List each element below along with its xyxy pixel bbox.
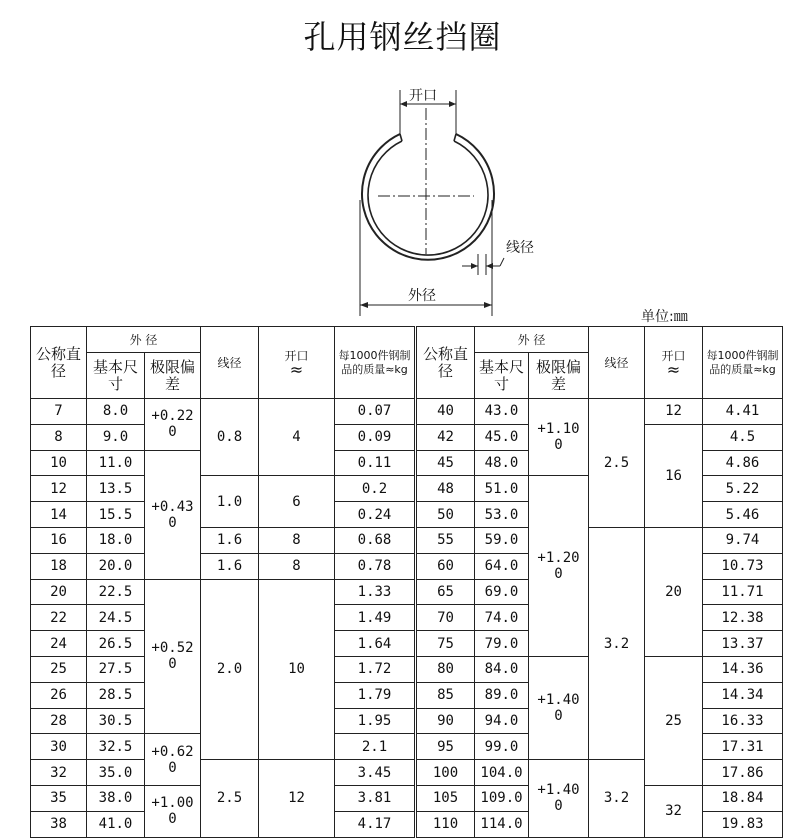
basic-size-cell: 79.0 bbox=[475, 631, 529, 657]
tolerance-cell: +1.00 0 bbox=[145, 785, 201, 837]
mass-cell: 4.86 bbox=[703, 450, 783, 476]
wire-diameter-cell: 0.8 bbox=[201, 399, 259, 476]
wire-diameter-cell: 1.6 bbox=[201, 553, 259, 579]
mass-cell: 18.84 bbox=[703, 785, 783, 811]
basic-size-cell: 11.0 bbox=[87, 450, 145, 476]
nominal-diameter-cell: 40 bbox=[417, 399, 475, 425]
table-row bbox=[417, 399, 783, 425]
nominal-diameter-cell: 16 bbox=[31, 527, 87, 553]
basic-size-cell: 22.5 bbox=[87, 579, 145, 605]
basic-size-cell: 51.0 bbox=[475, 476, 529, 502]
table-row bbox=[31, 527, 415, 553]
header-mass: 每1000件钢制品的质量≈kg bbox=[703, 327, 783, 399]
nominal-diameter-cell: 35 bbox=[31, 785, 87, 811]
nominal-diameter-cell: 20 bbox=[31, 579, 87, 605]
mass-cell: 5.46 bbox=[703, 502, 783, 528]
header-nominal-diameter: 公称直径 bbox=[417, 327, 475, 399]
header-outer-diameter: 外 径 bbox=[475, 327, 589, 353]
nominal-diameter-cell: 110 bbox=[417, 811, 475, 837]
basic-size-cell: 45.0 bbox=[475, 424, 529, 450]
opening-cell: 8 bbox=[259, 527, 335, 553]
basic-size-cell: 69.0 bbox=[475, 579, 529, 605]
basic-size-cell: 89.0 bbox=[475, 682, 529, 708]
basic-size-cell: 41.0 bbox=[87, 811, 145, 837]
nominal-diameter-cell: 32 bbox=[31, 760, 87, 786]
basic-size-cell: 9.0 bbox=[87, 424, 145, 450]
nominal-diameter-cell: 48 bbox=[417, 476, 475, 502]
table-row bbox=[417, 527, 783, 553]
tolerance-cell: +0.22 0 bbox=[145, 399, 201, 451]
mass-cell: 17.86 bbox=[703, 760, 783, 786]
nominal-diameter-cell: 8 bbox=[31, 424, 87, 450]
basic-size-cell: 15.5 bbox=[87, 502, 145, 528]
header-opening bbox=[645, 327, 703, 399]
mass-cell: 0.07 bbox=[335, 399, 415, 425]
mass-cell: 10.73 bbox=[703, 553, 783, 579]
page-title: 孔用钢丝挡圈 bbox=[303, 18, 502, 56]
basic-size-cell: 38.0 bbox=[87, 785, 145, 811]
nominal-diameter-cell: 90 bbox=[417, 708, 475, 734]
mass-cell: 0.11 bbox=[335, 450, 415, 476]
wire-diameter-label: 线径 bbox=[506, 240, 534, 256]
ring-outer-arc bbox=[362, 134, 494, 260]
header-opening-approx: ≈ bbox=[289, 359, 304, 379]
opening-cell: 32 bbox=[645, 785, 703, 837]
nominal-diameter-cell: 30 bbox=[31, 734, 87, 760]
nominal-diameter-cell: 25 bbox=[31, 656, 87, 682]
basic-size-cell: 30.5 bbox=[87, 708, 145, 734]
tolerance-cell: +0.43 0 bbox=[145, 450, 201, 579]
wire-diameter-cell: 2.5 bbox=[201, 760, 259, 837]
wire-diameter-cell: 3.2 bbox=[589, 760, 645, 837]
opening-label: 开口 bbox=[409, 88, 437, 104]
header-tolerance: 极限偏差 bbox=[145, 353, 201, 399]
basic-size-cell: 53.0 bbox=[475, 502, 529, 528]
mass-cell: 19.83 bbox=[703, 811, 783, 837]
basic-size-cell: 32.5 bbox=[87, 734, 145, 760]
header-basic-size: 基本尺寸 bbox=[475, 353, 529, 399]
basic-size-cell: 27.5 bbox=[87, 656, 145, 682]
wire-diameter-cell: 1.0 bbox=[201, 476, 259, 528]
nominal-diameter-cell: 24 bbox=[31, 631, 87, 657]
mass-cell: 11.71 bbox=[703, 579, 783, 605]
header-opening-text: 开口 bbox=[284, 348, 309, 363]
basic-size-cell: 26.5 bbox=[87, 631, 145, 657]
retaining-ring-diagram bbox=[0, 0, 805, 330]
opening-cell: 8 bbox=[259, 553, 335, 579]
mass-cell: 4.41 bbox=[703, 399, 783, 425]
nominal-diameter-cell: 65 bbox=[417, 579, 475, 605]
table-row bbox=[31, 399, 415, 425]
wire-diameter-cell: 1.6 bbox=[201, 527, 259, 553]
nominal-diameter-cell: 105 bbox=[417, 785, 475, 811]
table-row bbox=[31, 476, 415, 502]
header-basic-size: 基本尺寸 bbox=[87, 353, 145, 399]
nominal-diameter-cell: 70 bbox=[417, 605, 475, 631]
basic-size-cell: 18.0 bbox=[87, 527, 145, 553]
nominal-diameter-cell: 12 bbox=[31, 476, 87, 502]
mass-cell: 14.36 bbox=[703, 656, 783, 682]
basic-size-cell: 74.0 bbox=[475, 605, 529, 631]
basic-size-cell: 64.0 bbox=[475, 553, 529, 579]
mass-cell: 14.34 bbox=[703, 682, 783, 708]
basic-size-cell: 104.0 bbox=[475, 760, 529, 786]
header-opening-text: 开口 bbox=[661, 348, 686, 363]
basic-size-cell: 99.0 bbox=[475, 734, 529, 760]
opening-cell: 10 bbox=[259, 579, 335, 760]
basic-size-cell: 13.5 bbox=[87, 476, 145, 502]
mass-cell: 13.37 bbox=[703, 631, 783, 657]
tolerance-cell: +0.52 0 bbox=[145, 579, 201, 734]
basic-size-cell: 28.5 bbox=[87, 682, 145, 708]
opening-cell: 4 bbox=[259, 399, 335, 476]
mass-cell: 1.33 bbox=[335, 579, 415, 605]
table-row bbox=[31, 553, 415, 579]
mass-cell: 16.33 bbox=[703, 708, 783, 734]
ring-inner-arc bbox=[368, 141, 488, 255]
opening-cell: 20 bbox=[645, 527, 703, 656]
wire-diameter-cell: 2.0 bbox=[201, 579, 259, 760]
basic-size-cell: 8.0 bbox=[87, 399, 145, 425]
nominal-diameter-cell: 26 bbox=[31, 682, 87, 708]
header-outer-diameter: 外 径 bbox=[87, 327, 201, 353]
basic-size-cell: 48.0 bbox=[475, 450, 529, 476]
mass-cell: 0.68 bbox=[335, 527, 415, 553]
basic-size-cell: 94.0 bbox=[475, 708, 529, 734]
header-opening-approx: ≈ bbox=[666, 359, 681, 379]
header-opening bbox=[259, 327, 335, 399]
mass-cell: 1.95 bbox=[335, 708, 415, 734]
basic-size-cell: 24.5 bbox=[87, 605, 145, 631]
mass-cell: 3.81 bbox=[335, 785, 415, 811]
spec-table-right bbox=[416, 326, 783, 838]
mass-cell: 17.31 bbox=[703, 734, 783, 760]
nominal-diameter-cell: 80 bbox=[417, 656, 475, 682]
header-wire-diameter: 线径 bbox=[201, 327, 259, 399]
nominal-diameter-cell: 38 bbox=[31, 811, 87, 837]
basic-size-cell: 84.0 bbox=[475, 656, 529, 682]
nominal-diameter-cell: 60 bbox=[417, 553, 475, 579]
header-tolerance: 极限偏差 bbox=[529, 353, 589, 399]
nominal-diameter-cell: 42 bbox=[417, 424, 475, 450]
outer-diameter-label: 外径 bbox=[408, 288, 436, 304]
wire-diameter-cell: 3.2 bbox=[589, 527, 645, 759]
mass-cell: 5.22 bbox=[703, 476, 783, 502]
unit-label: 单位:㎜ bbox=[641, 309, 688, 325]
header-mass: 每1000件钢制品的质量≈kg bbox=[335, 327, 415, 399]
nominal-diameter-cell: 14 bbox=[31, 502, 87, 528]
basic-size-cell: 114.0 bbox=[475, 811, 529, 837]
nominal-diameter-cell: 18 bbox=[31, 553, 87, 579]
header-nominal-diameter: 公称直径 bbox=[31, 327, 87, 399]
mass-cell: 0.24 bbox=[335, 502, 415, 528]
nominal-diameter-cell: 10 bbox=[31, 450, 87, 476]
opening-cell: 25 bbox=[645, 656, 703, 785]
nominal-diameter-cell: 75 bbox=[417, 631, 475, 657]
tolerance-cell: +1.20 0 bbox=[529, 476, 589, 657]
mass-cell: 0.09 bbox=[335, 424, 415, 450]
tolerance-cell: +1.40 0 bbox=[529, 760, 589, 837]
nominal-diameter-cell: 50 bbox=[417, 502, 475, 528]
nominal-diameter-cell: 100 bbox=[417, 760, 475, 786]
nominal-diameter-cell: 28 bbox=[31, 708, 87, 734]
header-wire-diameter: 线径 bbox=[589, 327, 645, 399]
basic-size-cell: 59.0 bbox=[475, 527, 529, 553]
nominal-diameter-cell: 95 bbox=[417, 734, 475, 760]
nominal-diameter-cell: 22 bbox=[31, 605, 87, 631]
basic-size-cell: 35.0 bbox=[87, 760, 145, 786]
opening-cell: 12 bbox=[259, 760, 335, 837]
wire-diameter-cell: 2.5 bbox=[589, 399, 645, 528]
mass-cell: 4.5 bbox=[703, 424, 783, 450]
nominal-diameter-cell: 55 bbox=[417, 527, 475, 553]
opening-cell: 16 bbox=[645, 424, 703, 527]
nominal-diameter-cell: 85 bbox=[417, 682, 475, 708]
basic-size-cell: 109.0 bbox=[475, 785, 529, 811]
mass-cell: 1.49 bbox=[335, 605, 415, 631]
mass-cell: 3.45 bbox=[335, 760, 415, 786]
nominal-diameter-cell: 7 bbox=[31, 399, 87, 425]
nominal-diameter-cell: 45 bbox=[417, 450, 475, 476]
table-row bbox=[31, 579, 415, 605]
mass-cell: 1.79 bbox=[335, 682, 415, 708]
spec-table-left bbox=[30, 326, 415, 838]
tolerance-cell: +0.62 0 bbox=[145, 734, 201, 786]
mass-cell: 1.64 bbox=[335, 631, 415, 657]
opening-cell: 6 bbox=[259, 476, 335, 528]
mass-cell: 12.38 bbox=[703, 605, 783, 631]
tolerance-cell: +1.10 0 bbox=[529, 399, 589, 476]
mass-cell: 9.74 bbox=[703, 527, 783, 553]
table-row bbox=[417, 760, 783, 786]
mass-cell: 4.17 bbox=[335, 811, 415, 837]
mass-cell: 2.1 bbox=[335, 734, 415, 760]
mass-cell: 0.2 bbox=[335, 476, 415, 502]
opening-cell: 12 bbox=[645, 399, 703, 425]
tolerance-cell: +1.40 0 bbox=[529, 656, 589, 759]
table-row bbox=[31, 760, 415, 786]
basic-size-cell: 43.0 bbox=[475, 399, 529, 425]
mass-cell: 0.78 bbox=[335, 553, 415, 579]
basic-size-cell: 20.0 bbox=[87, 553, 145, 579]
mass-cell: 1.72 bbox=[335, 656, 415, 682]
